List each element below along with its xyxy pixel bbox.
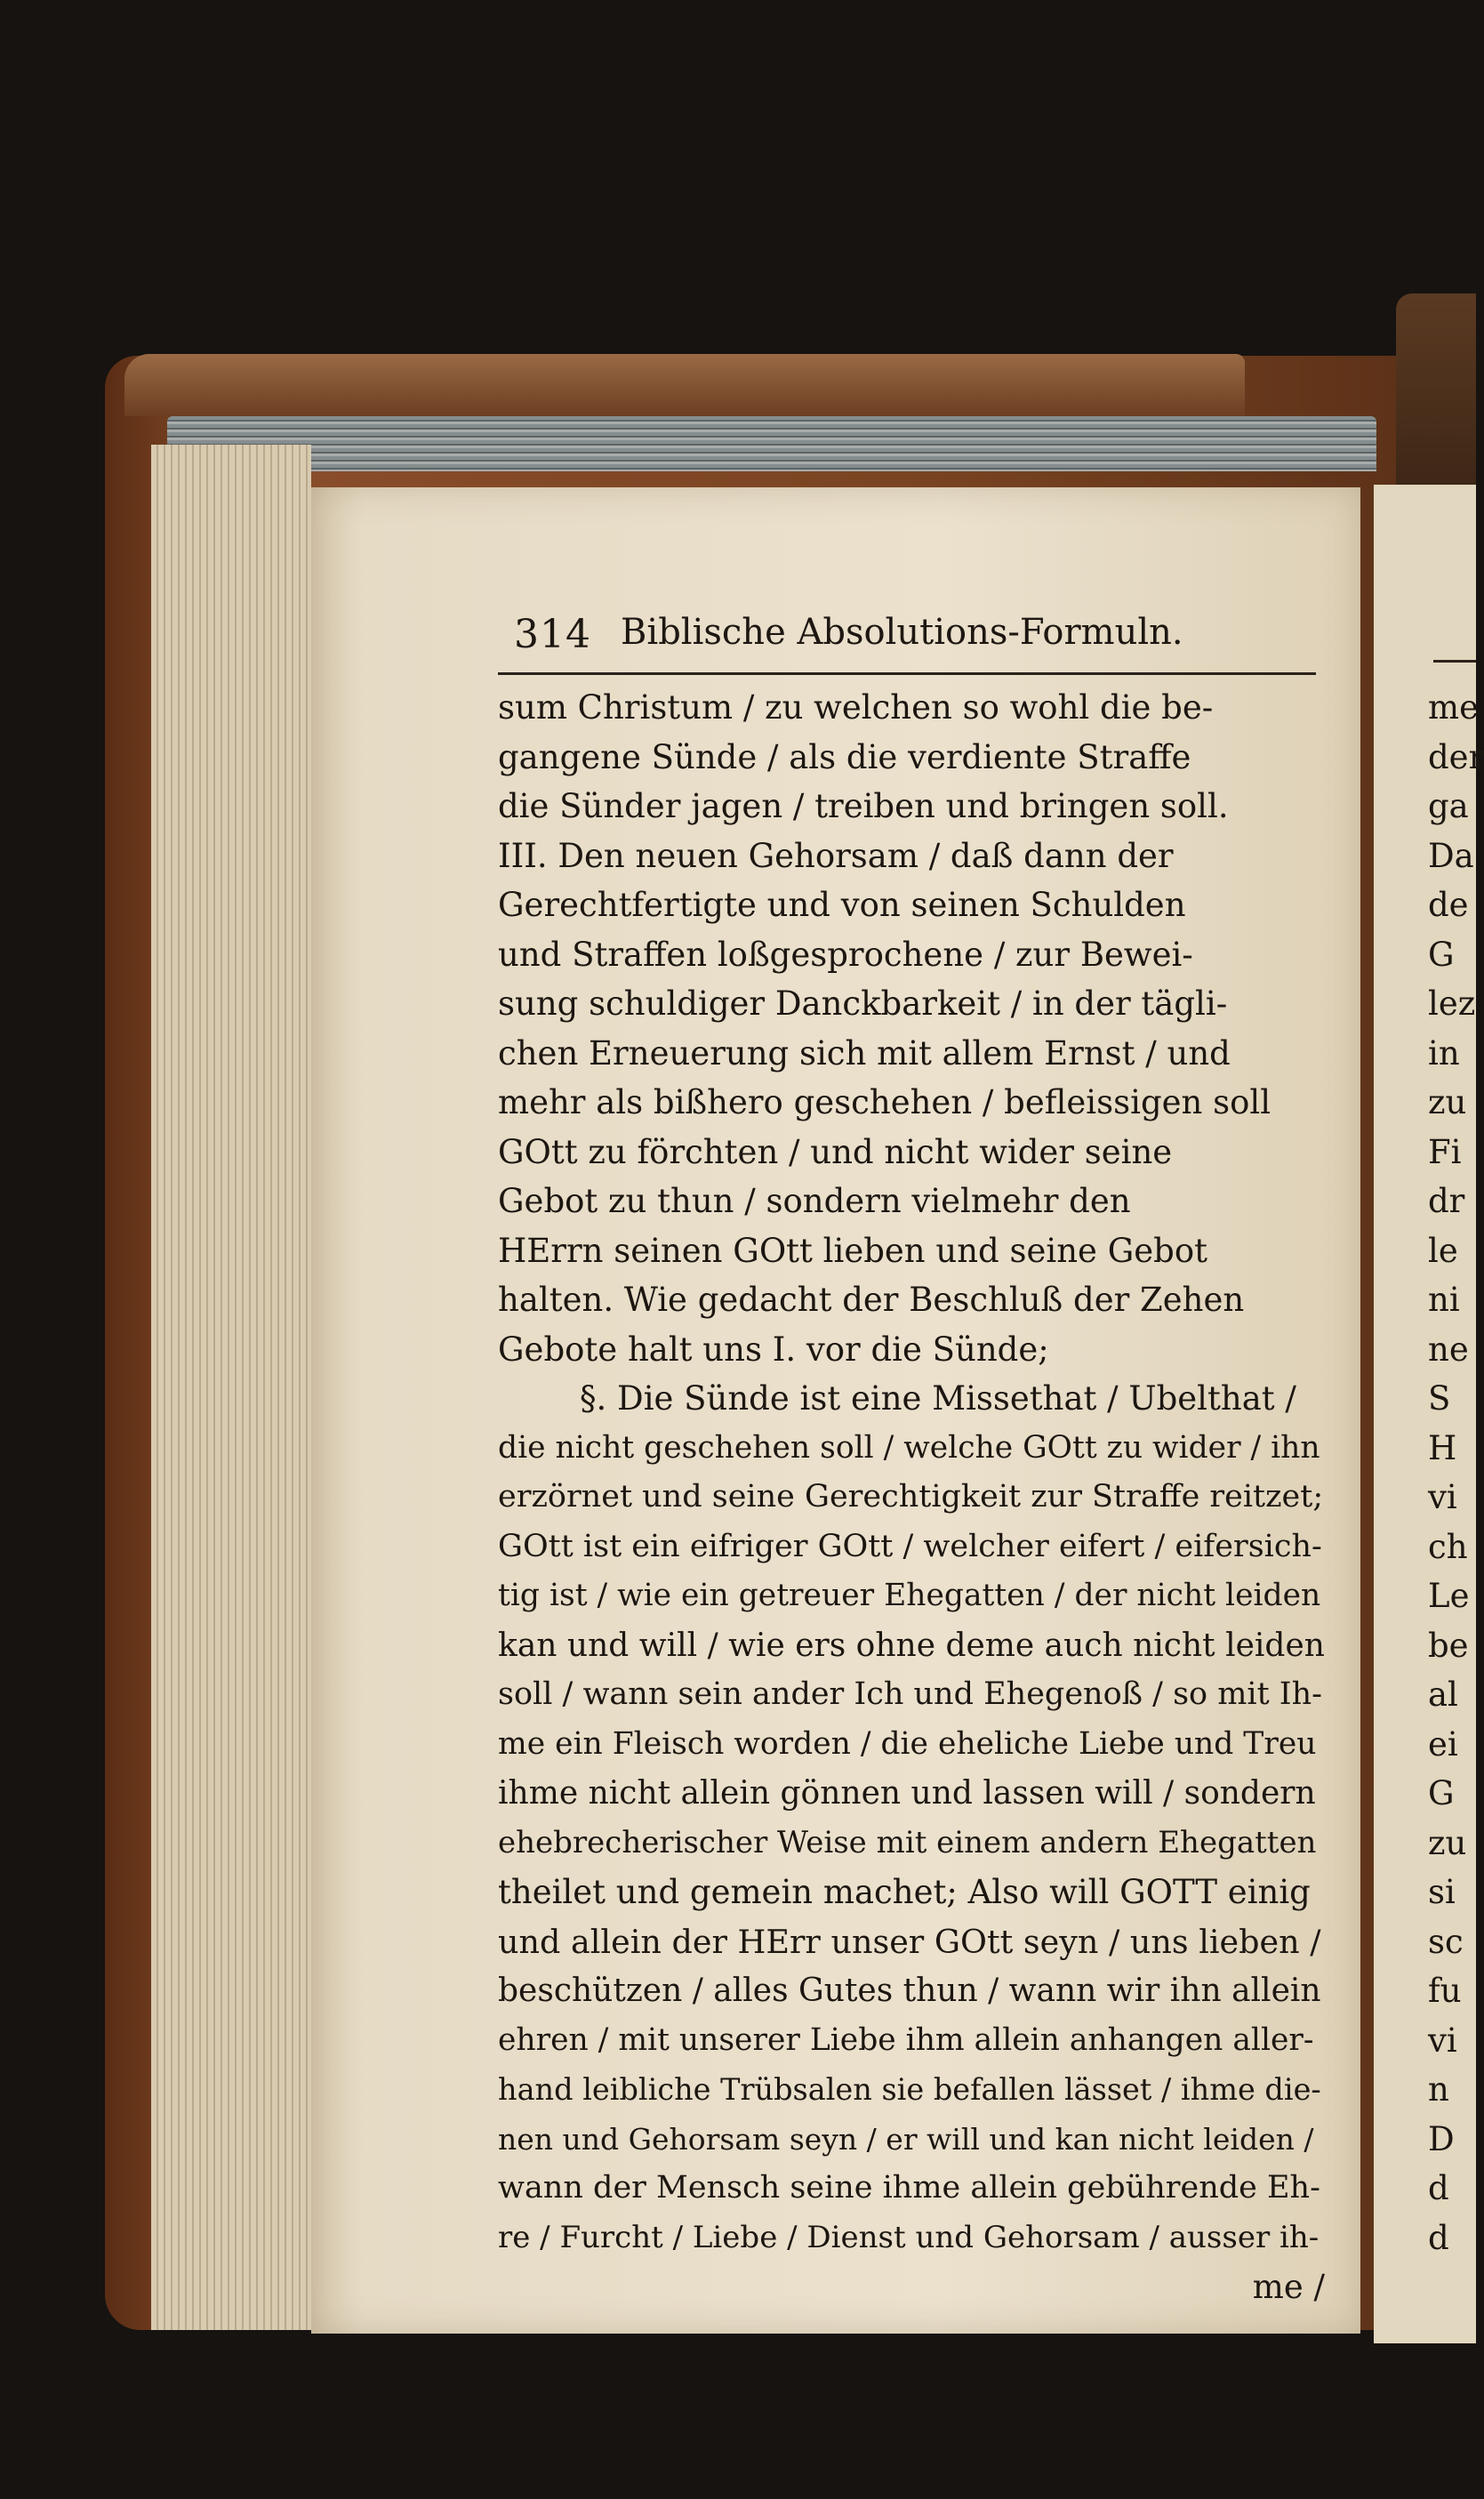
facing-header-rule [1433,660,1476,663]
text-line: chen Erneuerung sich mit allem Ernst / und [498,1033,1231,1073]
facing-page-fragment: de [1428,886,1469,924]
page-block-top-edge [167,416,1376,471]
text-line: GOtt zu förchten / und nicht wider seine [498,1132,1173,1171]
text-line: und allein der HErr unser GOtt seyn / uns lieben / [498,1922,1321,1961]
header-rule [498,672,1316,675]
facing-page-fragment: G [1428,935,1455,974]
facing-page-fragment: ni [1428,1281,1460,1319]
page-number: 314 [514,612,591,657]
catchword: me / [1252,2268,1325,2306]
text-line: §. Die Sünde ist eine Missethat / Ubelthat / [580,1379,1296,1418]
facing-page-fragment: Le [1428,1577,1470,1615]
text-line: mehr als bißhero geschehen / befleissigen soll [498,1083,1271,1121]
facing-page-fragment: d [1428,2218,1449,2257]
facing-page-fragment: al [1428,1675,1458,1714]
text-line: re / Furcht / Liebe / Dienst und Gehorsam / ausser ih- [498,2219,1320,2255]
facing-page-fragment: ne [1428,1330,1469,1369]
facing-page-fragment: Da [1428,836,1474,875]
text-line: halten. Wie gedacht der Beschluß der Zehen [498,1281,1245,1319]
text-line: Gerechtfertigte und von seinen Schulden [498,886,1186,924]
text-line: soll / wann sein ander Ich und Ehegenoß / so mit Ih- [498,1676,1323,1712]
facing-page-fragment: zu [1428,1083,1467,1121]
running-title: Biblische Absolutions-Formuln. [621,612,1183,653]
text-line: III. Den neuen Gehorsam / daß dann der [498,836,1174,875]
text-line: die nicht geschehen soll / welche GOtt zu wider / ihn [498,1429,1320,1466]
facing-page-fragment: Fi [1428,1132,1462,1171]
text-line: Gebote halt uns I. vor die Sünde; [498,1330,1049,1369]
text-line: theilet und gemein machet; Also will GOTT einig [498,1873,1311,1911]
text-line: sum Christum / zu welchen so wohl die be- [498,688,1214,727]
facing-page-fragment: in [1428,1033,1460,1073]
facing-page-fragment: ch [1428,1527,1468,1566]
facing-page-fragment: H [1428,1428,1457,1467]
facing-page-binding [1396,293,1476,498]
facing-page-fragment: G [1428,1774,1455,1812]
text-line: sung schuldiger Danckbarkeit / in der tägli- [498,984,1228,1023]
cover-top-edge [124,354,1245,416]
facing-page-fragment: be [1428,1626,1469,1665]
text-line: HErrn seinen GOtt lieben und seine Gebot [498,1231,1207,1270]
facing-page-fragment: n [1428,2070,1449,2109]
facing-page-fragment: d [1428,2169,1449,2207]
page-block-side-edge [151,445,311,2330]
facing-page-fragment: si [1428,1873,1456,1911]
page-header [514,612,1296,665]
text-line: die Sünder jagen / treiben und bringen soll. [498,787,1229,825]
facing-page-fragment: ei [1428,1724,1458,1764]
facing-page-fragment: fu [1428,1972,1462,2010]
text-line: erzörnet und seine Gerechtigkeit zur Straffe reitzet; [498,1479,1324,1515]
text-line: GOtt ist ein eifriger GOtt / welcher eifert / eifersich- [498,1528,1322,1564]
text-line: ihme nicht allein gönnen und lassen will / sondern [498,1775,1316,1812]
text-line: hand leibliche Trübsalen sie befallen lässet / ihme die- [498,2072,1321,2107]
facing-page-fragment: S [1428,1379,1451,1418]
facing-page-fragment: ga [1428,787,1469,825]
text-line: kan und will / wie ers ohne deme auch nicht leiden [498,1627,1325,1664]
body-text [498,683,1325,2312]
facing-page-fragment: me [1428,688,1479,727]
facing-page-fragment: vi [1428,1478,1457,1516]
text-line: wann der Mensch seine ihme allein gebührende Eh- [498,2170,1320,2206]
facing-page-fragment: le [1428,1231,1458,1270]
facing-page-text [1428,683,1484,2262]
facing-page-fragment: sc [1428,1922,1464,1961]
text-line: Gebot zu thun / sondern vielmehr den [498,1182,1131,1220]
text-line: ehebrecherischer Weise mit einem andern Ehegatten [498,1824,1317,1860]
facing-page-fragment: lez [1428,984,1476,1023]
facing-page-fragment: D [1428,2119,1455,2158]
text-line: beschützen / alles Gutes thun / wann wir ihn allein [498,1973,1321,2009]
text-line: und Straffen loßgesprochene / zur Bewei- [498,935,1193,974]
text-line: tig ist / wie ein getreuer Ehegatten / der nicht leiden [498,1578,1321,1613]
facing-page-fragment: zu [1428,1823,1467,1862]
text-line: nen und Gehorsam seyn / er will und kan nicht leiden / [498,2121,1314,2157]
facing-page-fragment: vi [1428,2021,1457,2060]
text-line: me ein Fleisch worden / die eheliche Liebe und Treu [498,1725,1317,1762]
facing-page-fragment: der [1428,737,1484,776]
text-line: gangene Sünde / als die verdiente Straffe [498,737,1191,776]
text-line: ehren / mit unserer Liebe ihm allein anhangen aller- [498,2021,1314,2058]
facing-page-fragment: dr [1428,1182,1465,1220]
